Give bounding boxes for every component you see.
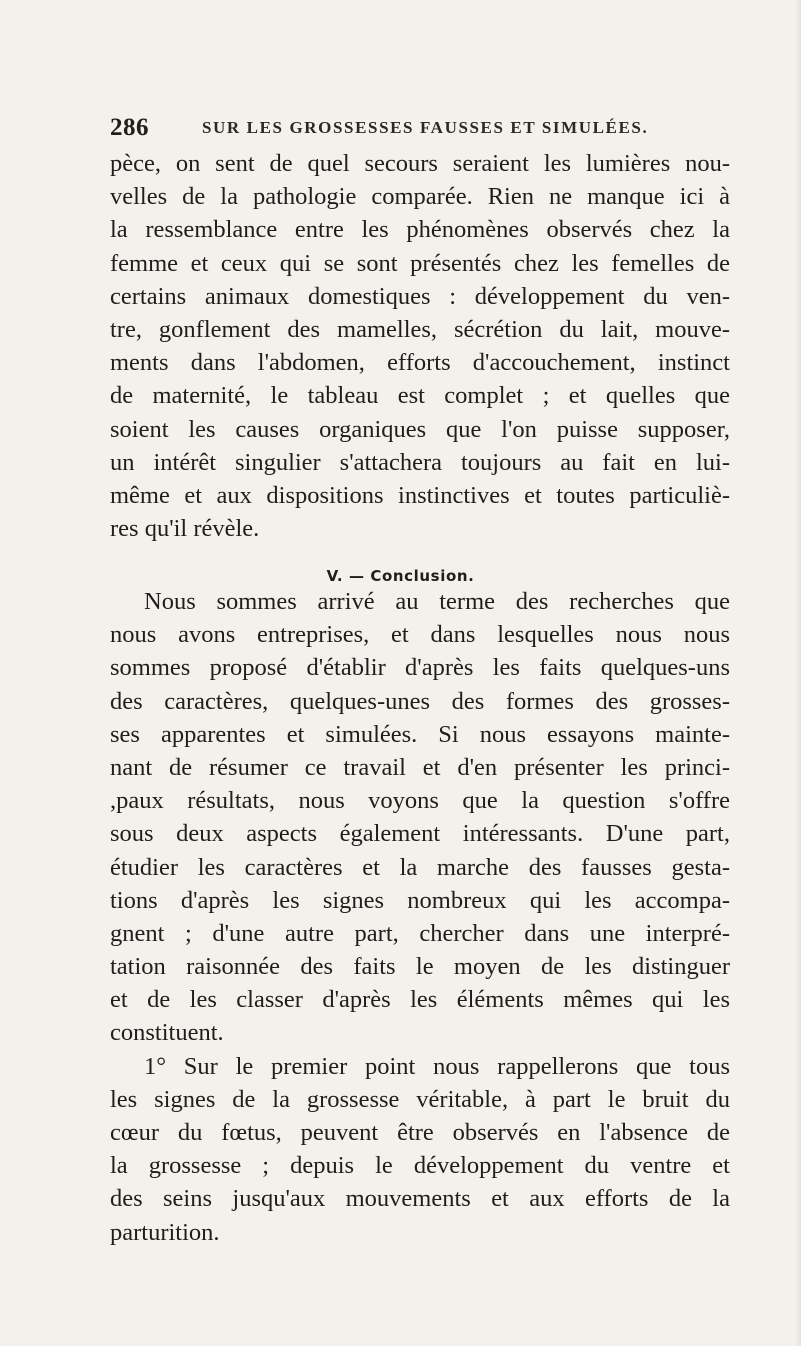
text-line: tre, gonflement des mamelles, sécrétion du lait, mouve- <box>110 315 730 343</box>
section-heading: V. — Conclusion. <box>326 567 475 585</box>
text-line: femme et ceux qui se sont présentés chez les femelles de <box>110 249 730 277</box>
running-head: SUR LES GROSSESSES FAUSSES ET SIMULÉES. <box>202 118 649 137</box>
text-line: pèce, on sent de quel secours seraient les lumières nou- <box>110 150 730 177</box>
paragraph-1 <box>110 147 730 545</box>
text-line: parturition. <box>110 1218 220 1246</box>
text-line: res qu'il révèle. <box>110 515 260 543</box>
text-line: gnent ; d'une autre part, chercher dans une interpré- <box>110 919 730 947</box>
text-line: tions d'après les signes nombreux qui les accompa- <box>110 886 730 914</box>
text-line: certains animaux domestiques : développement du ven- <box>110 282 730 310</box>
text-line: même et aux dispositions instinctives et toutes particuliè- <box>110 481 730 509</box>
text-line: les signes de la grossesse véritable, à part le bruit du <box>110 1085 730 1113</box>
text-line: de maternité, le tableau est complet ; et quelles que <box>110 382 730 410</box>
page-number: 286 <box>110 114 149 141</box>
text-line: tation raisonnée des faits le moyen de les distinguer <box>110 953 730 981</box>
text-line: velles de la pathologie comparée. Rien ne manque ici à <box>110 183 730 211</box>
text-line: nous avons entreprises, et dans lesquelles nous nous <box>110 621 730 649</box>
text-line: et de les classer d'après les éléments mêmes qui les <box>110 986 730 1014</box>
text-line: constituent. <box>110 1019 224 1047</box>
text-line: sous deux aspects également intéressants. D'une part, <box>110 820 730 848</box>
text-line: cœur du fœtus, peuvent être observés en l'absence de <box>110 1119 730 1146</box>
page-header <box>110 114 730 144</box>
text-line: Nous sommes arrivé au terme des recherches que <box>144 588 730 615</box>
text-line: des caractères, quelques-unes des formes des grosses- <box>110 687 730 715</box>
text-line: étudier les caractères et la marche des fausses gesta- <box>110 853 730 881</box>
text-line: nant de résumer ce travail et d'en présenter les princi- <box>110 753 730 781</box>
text-line: soient les causes organiques que l'on puisse supposer, <box>110 415 730 443</box>
text-line: la ressemblance entre les phénomènes observés chez la <box>110 216 730 244</box>
text-line: ,paux résultats, nous voyons que la question s'offre <box>110 787 730 815</box>
paragraph-2 <box>110 585 730 1249</box>
text-line: un intérêt singulier s'attachera toujours au fait en lui- <box>110 448 730 476</box>
text-line: la grossesse ; depuis le développement du ventre et <box>110 1152 730 1180</box>
text-line: sommes proposé d'établir d'après les faits quelques-uns <box>110 654 730 682</box>
text-line: ments dans l'abdomen, efforts d'accouchement, instinct <box>110 349 730 377</box>
text-line: ses apparentes et simulées. Si nous essayons mainte- <box>110 720 730 748</box>
text-line: des seins jusqu'aux mouvements et aux efforts de la <box>110 1185 730 1213</box>
text-line: 1° Sur le premier point nous rappellerons que tous <box>144 1052 730 1080</box>
page-edge-shadow <box>795 0 801 1346</box>
